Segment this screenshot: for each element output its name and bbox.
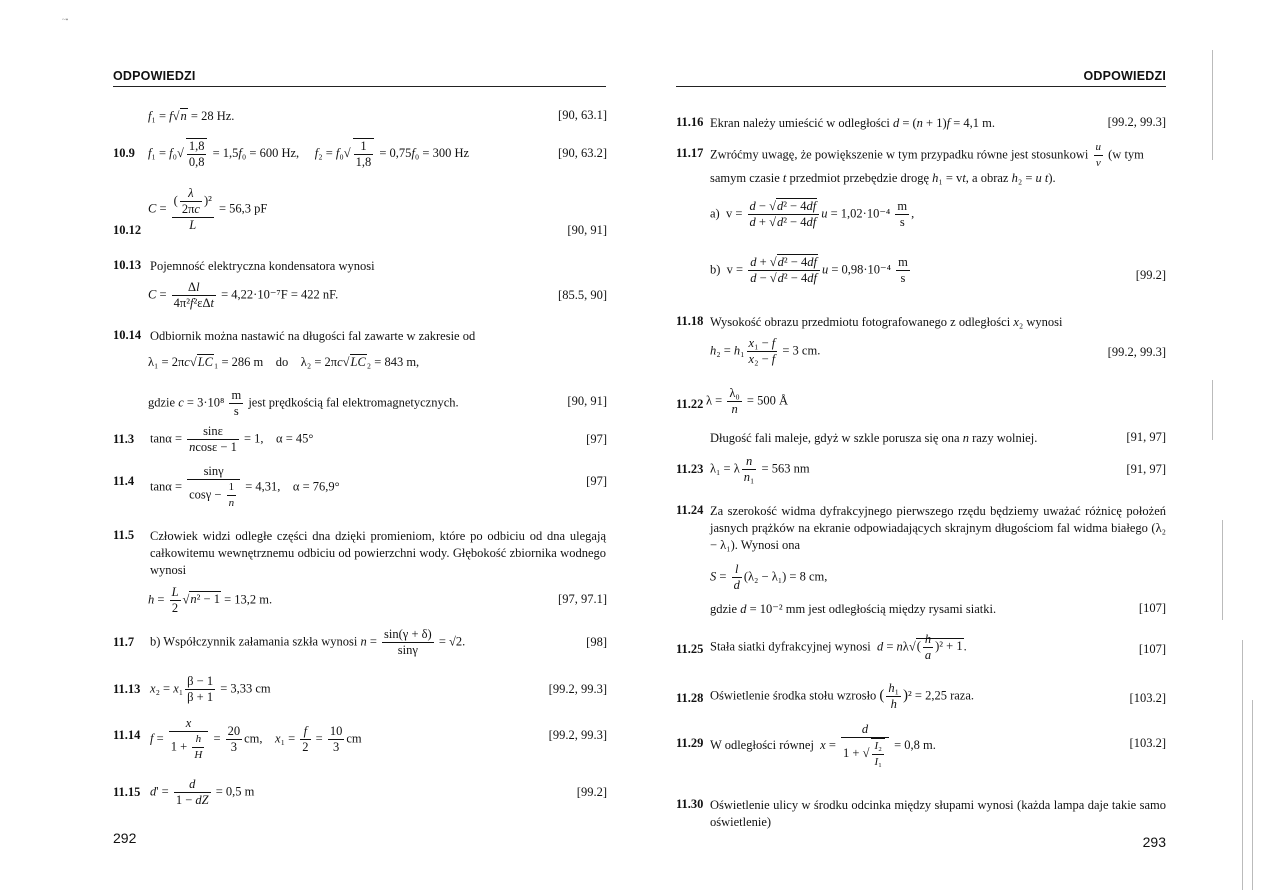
- equation: h = $\frac{L}{2}$ √n² − 1 = 13,2 m.: [148, 585, 273, 615]
- reference: [97]: [586, 432, 607, 446]
- reference: [99.2, 99.3]: [548, 682, 607, 696]
- equation: f = x 1 + $\frac{h}{H}$ = $\frac{20}{3}$ cm, x₁ = $\frac{f}{2}$ = $\frac{10}{3}$ cm: [150, 716, 362, 761]
- problem-number: 11.22: [676, 397, 704, 411]
- header-rule-right: [676, 86, 1166, 87]
- scan-edge-mark: [1242, 640, 1243, 890]
- reference: [99.2, 99.3]: [1107, 115, 1166, 129]
- reference: [103.2]: [1129, 736, 1166, 750]
- equation: b) Współczynnik załamania szkła wynosi n = $\frac{\sin(\gamma + \delta)}{\sin\gamma}$ = √2.: [150, 627, 466, 657]
- equation: W odległości równej x = d 1 + √ $\frac{\text{I₂}}{\text{I₁}}$ = 0,8 m.: [710, 722, 936, 768]
- problem-number: 11.16: [676, 115, 704, 129]
- equation: C = ( $\frac{\lambda}{2\pi c}$ )² L = 56,3 pF: [148, 186, 268, 232]
- problem-number: 11.17: [676, 146, 704, 160]
- problem-number: 11.13: [113, 682, 141, 696]
- reference: [91, 97]: [1126, 462, 1166, 476]
- equation: tanα = sinγ cosγ − $\frac{1}{n}$ = 4,31, α = 76,9°: [150, 464, 340, 509]
- reference: [99.2]: [1135, 268, 1166, 282]
- problem-number: 11.24: [676, 503, 704, 517]
- scan-edge-mark: [1212, 380, 1213, 440]
- page-number: 293: [1142, 834, 1166, 850]
- problem-text: Pojemność elektryczna kondensatora wynosi: [150, 259, 375, 273]
- reference: [98]: [586, 635, 607, 649]
- page-number: 292: [113, 830, 137, 846]
- running-header-left: ODPOWIEDZI: [113, 69, 196, 83]
- equation: f₁ = f₀√ $\frac{1,8}{0,8}$ = 1,5f₀ = 600 Hz, f₂ = f₀√ $\frac{1}{1,8}$ = 0,75f₀ = 300 Hz: [148, 139, 470, 169]
- right-page: [632, 0, 1263, 893]
- problem-number: 11.28: [676, 691, 704, 705]
- problem-number: 11.4: [113, 474, 135, 488]
- problem-number: 11.5: [113, 528, 135, 542]
- equation: x₂ = x₁ $\frac{\beta - 1}{\beta + 1}$ = 3,33 cm: [150, 674, 271, 704]
- problem-text: Długość fali maleje, gdyż w szkle porusza się ona n razy wolniej.: [710, 431, 1038, 445]
- equation: λ = $\frac{\text{λ₀}}{n}$ = 500 Å: [706, 386, 788, 416]
- equation: λ₁ = 2πc√LC₁ = 286 m do λ₂ = 2πc√LC₂ = 843 m,: [148, 355, 420, 369]
- problem-text: samym czasie t przedmiot przebędzie drogę h₁ = vt, a obraz h₂ = u t).: [710, 171, 1056, 185]
- reference: [91, 97]: [1126, 430, 1166, 444]
- problem-text: Oświetlenie ulicy w środku odcinka między słupami wynosi (każda lampa daje takie samo oświetlenie): [710, 798, 1166, 829]
- problem-number: 10.13: [113, 258, 142, 272]
- problem-text: Człowiek widzi odległe części dna dzięki promieniom, które po odbiciu od dna ulegają całkowitemu wewnętrznemu odbiciu od powierzchni wody. Głębokość zbiornika wodnego wynosi: [150, 529, 606, 577]
- equation: Oświetlenie środka stołu wzrosło ( $\frac{\text{h₁}}{h}$ )² = 2,25 raza.: [710, 681, 975, 711]
- scan-edge-mark: [1212, 50, 1213, 160]
- reference: [97]: [586, 474, 607, 488]
- reference: [103.2]: [1129, 691, 1166, 705]
- problem-text: Zwróćmy uwagę, że powiększenie w tym przypadku równe jest stosunkowi $\frac{u}{v}$ (w tym: [710, 141, 1144, 169]
- problem-number: 11.23: [676, 462, 704, 476]
- scan-edge-mark: [1222, 520, 1223, 620]
- equation: tanα = $\frac{\sin\varepsilon}{ncos\varepsilon - 1}$ = 1, α = 45°: [150, 424, 314, 454]
- equation: C = $\frac{\Delta l}{\text{4π²f²εΔt}}$ = 4,22·10⁻⁷F = 422 nF.: [148, 280, 339, 310]
- problem-text: gdzie d = 10⁻² mm jest odległością między rysami siatki.: [710, 602, 997, 616]
- problem-text: Odbiornik można nastawić na długości fal zawarte w zakresie od: [150, 329, 476, 343]
- reference: [90, 91]: [567, 394, 607, 408]
- reference: [97, 97.1]: [558, 592, 607, 606]
- reference: [107]: [1138, 642, 1166, 656]
- reference: [107]: [1138, 601, 1166, 615]
- equation: b) v = $\frac{\text{d + √d² − 4df}}{\text{d − √d² − 4df}}$ u = 0,98·10⁻⁴ $\frac{m}{s}$: [710, 255, 908, 285]
- reference: [90, 91]: [567, 223, 607, 237]
- reference: [85.5, 90]: [558, 288, 607, 302]
- problem-number: 10.14: [113, 328, 142, 342]
- equation: λ₁ = λ $\frac{n}{\text{n₁}}$ = 563 nm: [710, 454, 810, 484]
- problem-number: 11.14: [113, 728, 141, 742]
- problem-number: 11.3: [113, 432, 135, 446]
- problem-text: Za szerokość widma dyfrakcyjnego pierwszego rzędu będziemy uważać różnicę położeń jasnych prążków na ekranie odpowiadających skrajnym długościom fal widma białego (λ₂ − λ₁). Wynosi ona: [710, 504, 1166, 552]
- problem-text: Wysokość obrazu przedmiotu fotografowanego z odległości x₂ wynosi: [710, 315, 1063, 329]
- equation: Stała siatki dyfrakcyjnej wynosi d = nλ√( $\frac{h}{a}$ )² + 1.: [710, 632, 967, 662]
- reference: [90, 63.2]: [558, 146, 607, 160]
- equation: d' = $\frac{d}{1 - dZ}$ = 0,5 m: [150, 777, 255, 807]
- problem-number: 11.30: [676, 797, 704, 811]
- scan-speck: ~•: [62, 16, 69, 24]
- problem-text: Ekran należy umieścić w odległości d = (n + 1)f = 4,1 m.: [710, 116, 996, 130]
- equation: f₁ = f√n = 28 Hz.: [148, 109, 235, 123]
- problem-number: 11.7: [113, 635, 135, 649]
- equation: a) v = $\frac{\text{d − √d² − 4df}}{\text{d + √d² − 4df}}$ u = 1,02·10⁻⁴ $\frac{m}{s}$ ,: [710, 199, 915, 229]
- reference: [99.2, 99.3]: [1107, 345, 1166, 359]
- problem-number: 10.12: [113, 223, 142, 237]
- reference: [99.2, 99.3]: [548, 728, 607, 742]
- reference: [90, 63.1]: [558, 108, 607, 122]
- reference: [99.2]: [576, 785, 607, 799]
- scan-edge-mark: [1252, 700, 1253, 890]
- running-header-right: ODPOWIEDZI: [1083, 69, 1166, 83]
- equation: h₂ = h₁ $\frac{\text{x₁ − f}}{\text{x₂ − f}}$ = 3 cm.: [710, 336, 821, 366]
- problem-number: 11.15: [113, 785, 141, 799]
- problem-number: 11.29: [676, 736, 704, 750]
- header-rule-left: [113, 86, 606, 87]
- problem-number: 11.18: [676, 314, 704, 328]
- equation: gdzie c = 3·10⁸ $\frac{m}{s}$ jest prędkością fal elektromagnetycznych.: [148, 388, 459, 418]
- equation: S = $\frac{l}{d}$ (λ₂ − λ₁) = 8 cm,: [710, 562, 828, 592]
- problem-number: 11.25: [676, 642, 704, 656]
- problem-number: 10.9: [113, 146, 135, 160]
